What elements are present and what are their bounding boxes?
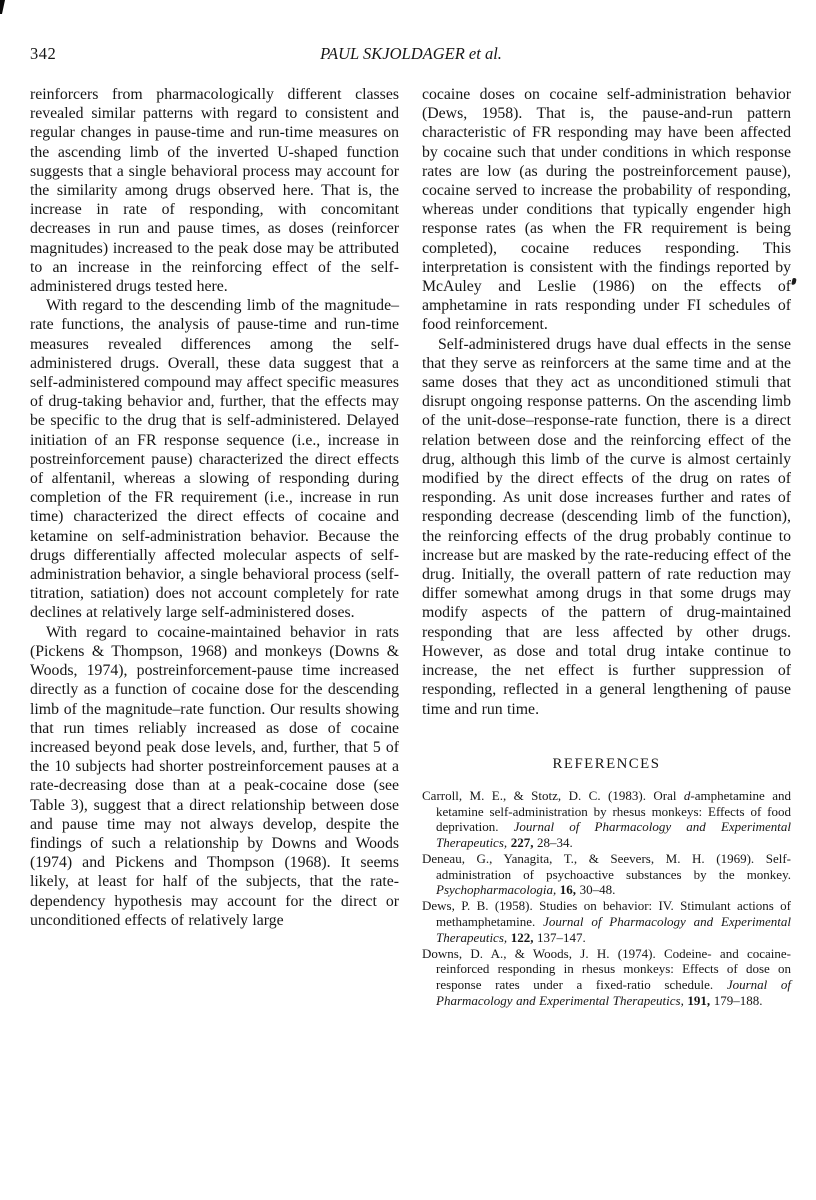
scan-artifact: [0, 0, 5, 14]
running-head: [30, 44, 792, 64]
two-column-text: [30, 85, 792, 1009]
reference-entry: Deneau, G., Yanagita, T., & Seevers, M. H. (1969). Self-administration of psychoactive substances by the monkey. Psychopharmacologia, 16, 30–48.: [422, 850, 791, 898]
reference-entry: Dews, P. B. (1958). Studies on behavior: IV. Stimulant actions of methamphetamine. Journal of Pharmacology and Experimental Therapeutics, 122, 137–147.: [422, 898, 791, 945]
reference-entry: Carroll, M. E., & Stotz, D. C. (1983). Oral d-amphetamine and ketamine self-administration by rhesus monkeys: Effects of food deprivation. Journal of Pharmacology and Experimental Therapeutics, 227, 28–34.: [422, 787, 791, 851]
references-list: [422, 788, 791, 1009]
reference-entry: Downs, D. A., & Woods, J. H. (1974). Codeine- and cocaine-reinforced responding in rhesus monkeys: Effects of dose on response rates under a fixed-ratio schedule. Journal of Pharmacology and Experimental Therapeutics, 191, 179–188.: [422, 945, 792, 1009]
page-number: 342: [30, 44, 57, 63]
body-paragraph: With regard to the descending limb of the magnitude–rate functions, the analysis of pause-time and run-time measures revealed differences among the self-administered drugs. Overall, these data suggest that a self-administered compound may affect specific measures of drug-taking behavior and, further, that the effects may be specific to the drug that is self-administered. Delayed initiation of an FR response sequence (i.e., increase in postreinforcement pause) characterized the direct effects of alfentanil, whereas a slowing of responding during completion of the FR requirement (i.e., increase in run time) characterized the direct effects of cocaine and ketamine on self-administration behavior. Because the drugs differentially affected molecular aspects of self-administration behavior, a single behavioral process (self-titration, satiation) does not account completely for rate declines at relatively large self-administered doses.: [30, 297, 399, 622]
body-paragraph: cocaine doses on cocaine self-administration behavior (Dews, 1958). That is, the pause-and-run pattern characteristic of FR responding may have been affected by cocaine such that under conditions in which response rates are low (as during the postreinforcement pause), cocaine served to increase the probability of responding, whereas under conditions that typically engender high response rates (as when the FR requirement is being completed), cocaine reduces responding. This interpretation is consistent with the findings reported by McAuley and Leslie (1986) on the effects of amphetamine in rats responding under FI schedules of food reinforcement.: [422, 86, 791, 334]
references-heading: REFERENCES: [552, 755, 661, 772]
right-column: [422, 85, 791, 1009]
left-column: [30, 85, 399, 1009]
scan-artifact: [791, 278, 796, 286]
body-paragraph: reinforcers from pharmacologically different classes revealed similar patterns with regard to consistent and regular changes in pause-time and run-time measures on the ascending limb of the inverted U-shaped function suggests that a single behavioral process may account for the similarity among drugs observed here. That is, the increase in rate of responding, with concomitant decreases in run and pause times, as doses (reinforcer magnitudes) increased to the peak dose may be attributed to an increase in the reinforcing effect of the self-administered drugs tested here.: [30, 86, 399, 296]
running-title: PAUL SKJOLDAGER et al.: [320, 44, 502, 63]
body-paragraph: With regard to cocaine-maintained behavior in rats (Pickens & Thompson, 1968) and monkeys (Downs & Woods, 1974), postreinforcement-pause time increased directly as a function of cocaine dose for the descending limb of the magnitude–rate function. Our results showing that run times reliably increased as dose of cocaine increased beyond peak dose levels, and, further, that 5 of the 10 subjects had shorter postreinforcement pauses at a rate-decreasing dose than at a peak-cocaine dose (see Table 3), suggest that a direct relationship between dose and pause time may not always develop, despite the findings of such a relationship by Downs and Woods (1974) and Pickens and Thompson (1968). It seems likely, at least for half of the subjects, that the rate-dependency hypothesis may account for the direct or unconditioned effects of relatively large: [30, 623, 399, 929]
body-paragraph: Self-administered drugs have dual effects in the sense that they serve as reinforcers at the same time and at the same doses that they act as unconditioned stimuli that disrupt ongoing response patterns. On the ascending limb of the unit-dose–response-rate function, there is a direct relation between dose and the reinforcing effect of the drug, although this limb of the curve is almost certainly modified by the direct effects of the drug on rates of responding. As unit dose increases further and rates of responding decrease (descending limb of the function), the reinforcing effects of the drug probably continue to increase but are masked by the rate-reducing effect of the drug. Initially, the overall pattern of rate reduction may differ somewhat among drugs in that some drugs may modify aspects of the pattern of drug-maintained responding that are less affected by other drugs. However, as dose and total drug intake continue to increase, the net effect is further suppression of responding, reflected in a general lengthening of pause time and run time.: [422, 335, 791, 718]
